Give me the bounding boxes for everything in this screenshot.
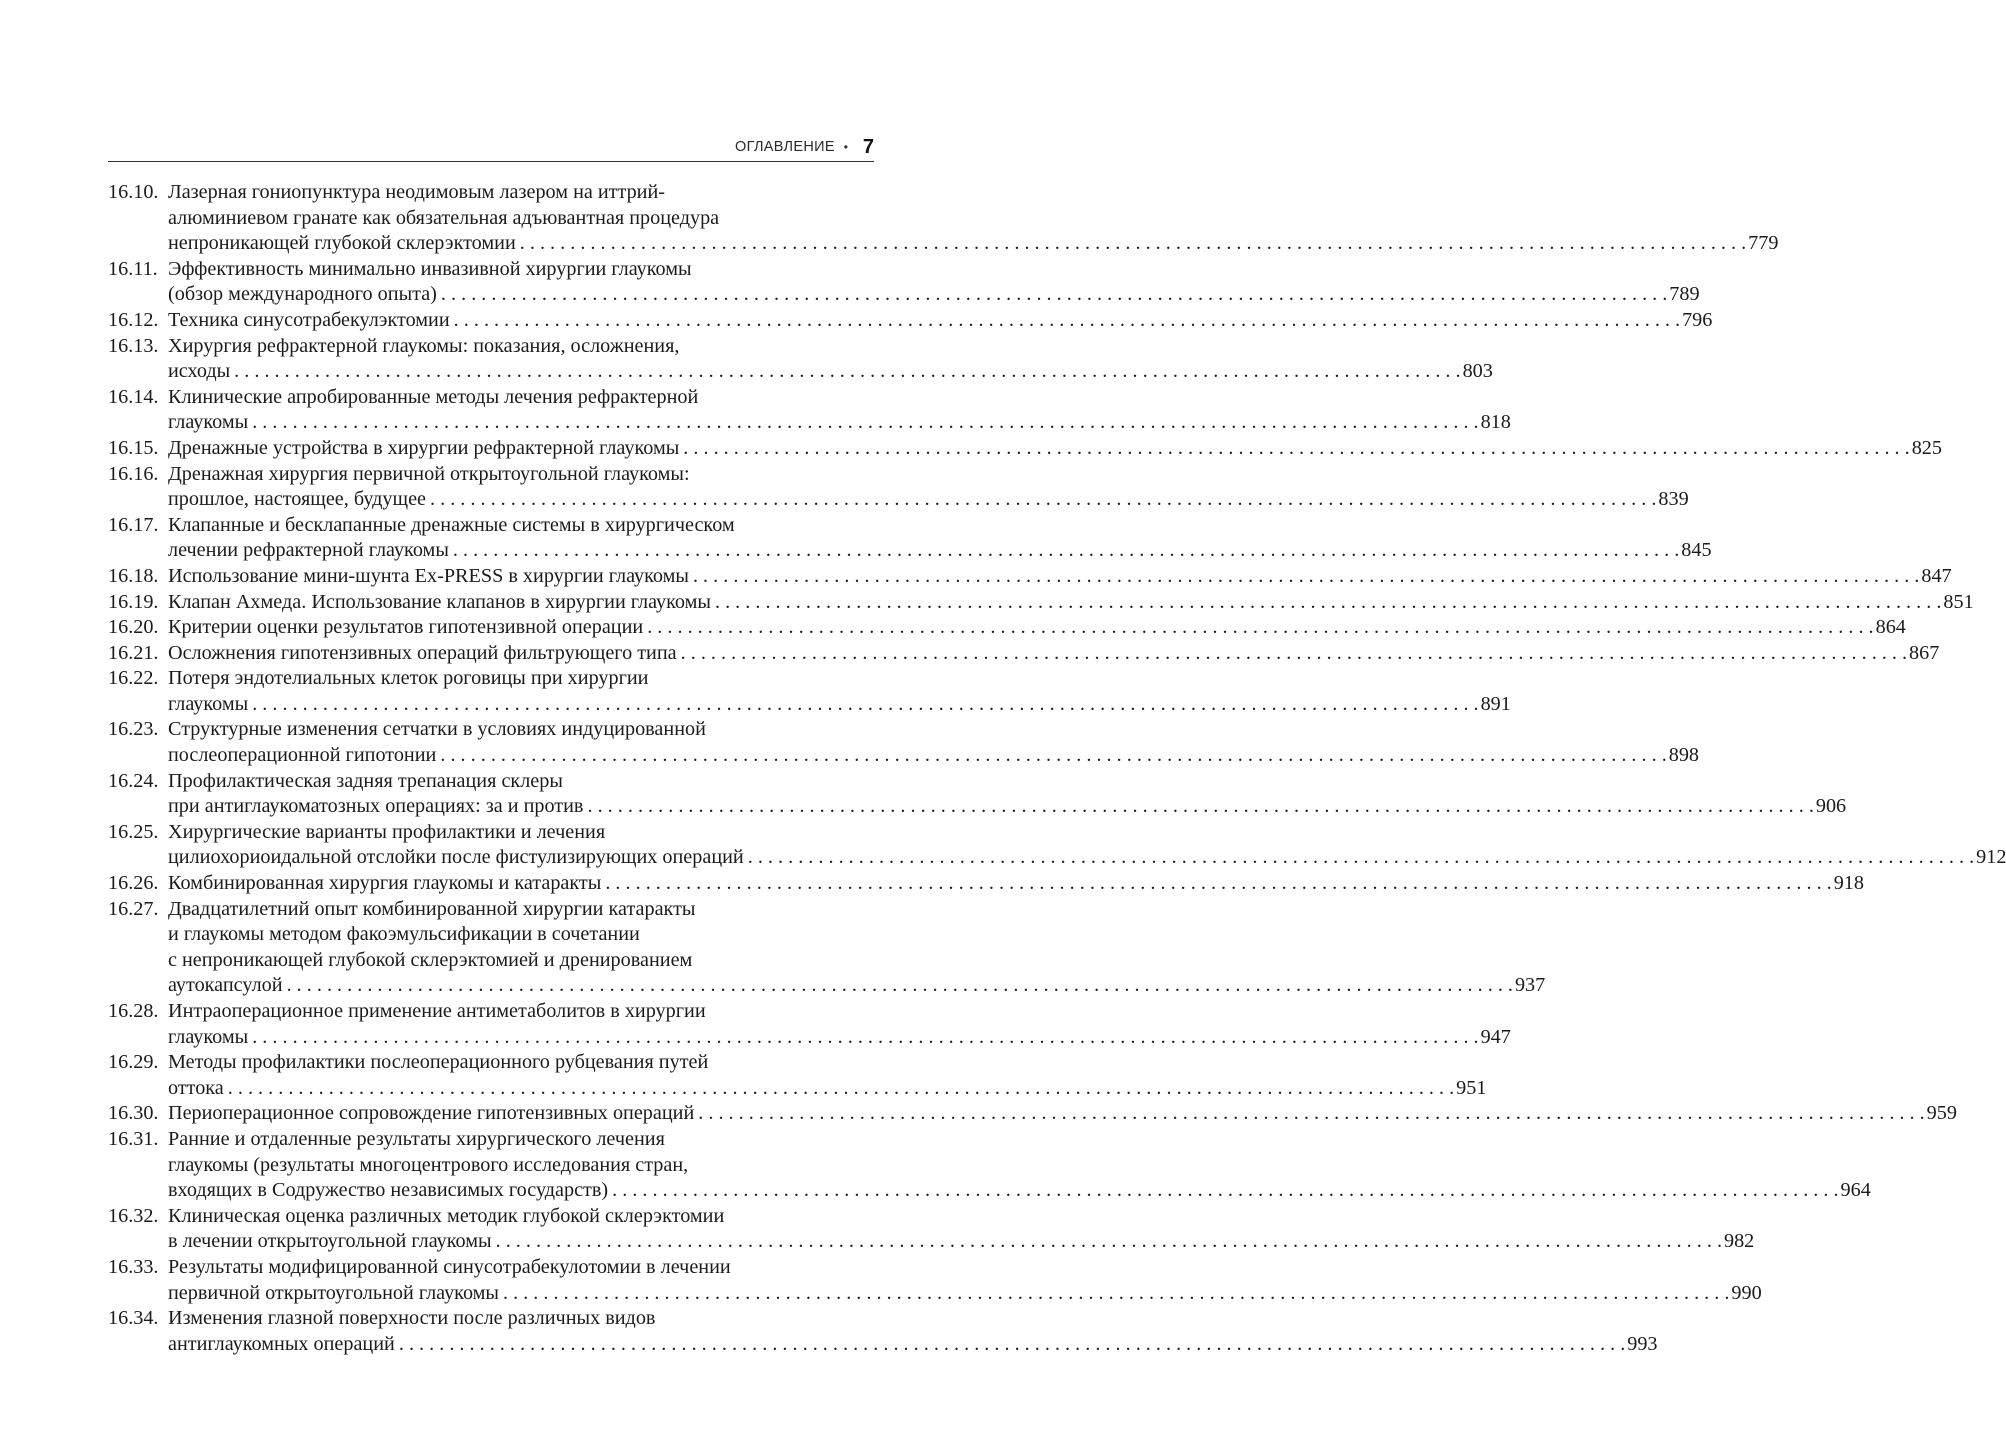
dot-leader xyxy=(689,564,1919,590)
toc-entry-number: 16.19. xyxy=(108,590,159,613)
toc-entry-line xyxy=(108,1229,1755,1255)
toc-entry-title: Потеря эндотелиальных клеток роговицы при хирургии xyxy=(168,667,649,690)
toc-entry-title: Ранние и отдаленные результаты хирургического лечения xyxy=(168,1127,665,1150)
dot-leader xyxy=(711,590,1941,616)
toc-entry-title: Лазерная гониопунктура неодимовым лазером на иттрий- xyxy=(168,181,665,203)
toc-entry-number: 16.25. xyxy=(108,820,159,843)
toc-entry-title: Дренажные устройства в хирургии рефрактерной глаукомы xyxy=(168,436,680,459)
dot-leader xyxy=(449,538,1679,564)
toc-entry-line xyxy=(108,948,868,974)
toc-entry-title: алюминиевом гранате как обязательная адъювантная процедура xyxy=(168,206,720,229)
toc-entry-title: цилиохориоидальной отслойки после фистулизирующих операций xyxy=(168,846,744,869)
toc-entry-indent xyxy=(108,1332,168,1358)
toc-entry-indent xyxy=(108,973,168,999)
toc-entry-number: 16.26. xyxy=(108,872,159,895)
toc-entry-line xyxy=(108,769,868,795)
toc-entry-indent xyxy=(108,1178,168,1204)
toc-entry-number: 16.18. xyxy=(108,564,159,587)
toc-entry-page[interactable]: 825 xyxy=(1911,436,1942,459)
dot-leader xyxy=(694,1101,1924,1127)
toc-entry-title: входящих в Содружество независимых государств) xyxy=(168,1179,609,1202)
toc-entry-number: 16.34. xyxy=(108,1307,159,1330)
toc-entry[interactable] xyxy=(108,871,1864,897)
toc-entry[interactable] xyxy=(108,820,2006,871)
toc-entry[interactable] xyxy=(108,717,1700,768)
toc-entry-line xyxy=(108,564,1952,590)
toc-entry-title: Методы профилактики послеоперационного рубцевания путей xyxy=(168,1051,709,1074)
dot-leader xyxy=(437,282,1667,308)
toc-entry-line xyxy=(108,1255,868,1281)
header-divider xyxy=(108,161,874,162)
toc-entry[interactable] xyxy=(108,180,1779,257)
toc-entry-number: 16.30. xyxy=(108,1102,159,1125)
toc-entry-indent xyxy=(108,1229,168,1255)
toc-entry-page[interactable]: 947 xyxy=(1480,1025,1511,1048)
toc-entry-number: 16.29. xyxy=(108,1051,159,1074)
dot-leader xyxy=(516,231,1746,257)
dot-leader xyxy=(677,641,1907,667)
dot-leader xyxy=(283,973,1513,999)
toc-entry-title: Клапанные и бесклапанные дренажные системы в хирургическом xyxy=(168,513,735,536)
toc-entry-line xyxy=(108,487,1689,513)
toc-entry-line xyxy=(108,385,868,411)
toc-entry-number: 16.20. xyxy=(108,616,159,639)
toc-entry[interactable] xyxy=(108,308,1713,334)
dot-leader xyxy=(248,410,1478,436)
dot-leader xyxy=(583,794,1813,820)
toc-entry-line xyxy=(108,359,1493,385)
toc-entry-title: Осложнения гипотензивных операций фильтрующего типа xyxy=(168,641,677,664)
toc-entry-title: Клинические апробированные методы лечения рефрактерной xyxy=(168,385,699,408)
toc-entry-title: Клиническая оценка различных методик глубокой склерэктомии xyxy=(168,1204,725,1227)
toc-entry[interactable] xyxy=(108,385,1511,436)
toc-entry-number: 16.10. xyxy=(108,181,159,203)
toc-entry-line xyxy=(108,1050,868,1076)
toc-entry-line xyxy=(108,820,868,846)
toc-entry[interactable] xyxy=(108,641,1940,667)
toc-entry-line xyxy=(108,231,1779,257)
dot-leader xyxy=(224,1076,1454,1102)
toc-entry-indent xyxy=(108,1076,168,1102)
toc-entry-indent xyxy=(108,410,168,436)
toc-entry-title: лечении рефрактерной глаукомы xyxy=(168,539,449,562)
toc-entry-number: 16.16. xyxy=(108,462,159,485)
toc-entry-line xyxy=(108,743,1700,769)
toc-entry-number: 16.27. xyxy=(108,897,159,920)
dot-leader xyxy=(248,692,1478,718)
dot-leader xyxy=(744,845,1974,871)
toc-entry-line xyxy=(108,717,868,743)
toc-entry-title: Хирургия рефрактерной глаукомы: показания, осложнения, xyxy=(168,334,680,357)
toc-entry-number: 16.15. xyxy=(108,436,159,459)
toc-entry-title: Интраоперационное применение антиметаболитов в хирургии xyxy=(168,1000,706,1022)
toc-entry-title: Использование мини-шунта Ex-PRESS в хирургии глаукомы xyxy=(168,564,689,587)
toc-entry-title: Дренажная хирургия первичной открытоугольной глаукомы: xyxy=(168,462,690,485)
toc-entry-page[interactable]: 993 xyxy=(1627,1332,1658,1355)
toc-entry-page[interactable]: 867 xyxy=(1909,641,1940,664)
toc-entry-line xyxy=(108,462,868,488)
toc-entry-line xyxy=(108,1127,868,1153)
toc-entry-indent xyxy=(108,1025,168,1051)
toc-entry-indent xyxy=(108,794,168,820)
toc-entry-title: (обзор международного опыта) xyxy=(168,283,437,306)
toc-entry-indent xyxy=(108,1281,168,1307)
toc-entry-indent xyxy=(108,359,168,385)
toc-entry-line xyxy=(108,436,1942,462)
toc-entry-line xyxy=(108,1204,868,1230)
toc-entry-page[interactable]: 803 xyxy=(1462,360,1493,383)
toc-entry-number: 16.21. xyxy=(108,641,159,664)
toc-entry-title: Профилактическая задняя трепанация склеры xyxy=(168,769,563,792)
toc-entry-title: аутокапсулой xyxy=(168,974,283,997)
toc-entry-line xyxy=(108,308,1713,334)
toc-entry-title: Клапан Ахмеда. Использование клапанов в хирургии глаукомы xyxy=(168,590,711,613)
toc-entry[interactable] xyxy=(108,564,1952,590)
toc-entry-line xyxy=(108,1153,868,1179)
toc-entry-title: исходы xyxy=(168,360,231,383)
toc-entry-page[interactable]: 906 xyxy=(1815,795,1847,818)
toc-entry-page[interactable]: 964 xyxy=(1840,1179,1871,1202)
toc-entry[interactable] xyxy=(108,897,1546,999)
toc-entry-title: непроникающей глубокой склерэктомии xyxy=(168,232,516,255)
toc-entry-page[interactable]: 982 xyxy=(1723,1230,1755,1253)
toc-entry[interactable] xyxy=(108,1255,1762,1306)
toc-entry-number: 16.17. xyxy=(108,513,159,536)
toc-entry-title: глаукомы xyxy=(168,1025,249,1048)
toc-entry-indent xyxy=(108,1153,168,1179)
toc-entry-line xyxy=(108,206,868,232)
toc-entry-line xyxy=(108,282,1700,308)
toc-entry-title: Результаты модифицированной синусотрабекулотомии в лечении xyxy=(168,1255,731,1278)
toc-entry-number: 16.14. xyxy=(108,385,159,408)
toc-entry-line xyxy=(108,1332,1658,1358)
toc-entry-page[interactable]: 845 xyxy=(1681,539,1712,562)
toc-entry-indent xyxy=(108,206,168,232)
dot-leader xyxy=(450,308,1680,334)
toc-entry-line xyxy=(108,1076,1487,1102)
toc-entry-line xyxy=(108,410,1511,436)
toc-entry-title: Структурные изменения сетчатки в условиях индуцированной xyxy=(168,718,706,741)
dot-leader xyxy=(230,359,1460,385)
toc-entry-title: Техника синусотрабекулэктомии xyxy=(168,308,450,331)
toc-entry[interactable] xyxy=(108,257,1700,308)
toc-entry-title: Эффективность минимально инвазивной хирургии глаукомы xyxy=(168,257,692,280)
toc-entry-line xyxy=(108,1281,1762,1307)
toc-entry-title: оттока xyxy=(168,1076,224,1099)
toc-entry-line xyxy=(108,334,868,360)
toc-entry[interactable] xyxy=(108,769,1847,820)
toc-entry[interactable] xyxy=(108,436,1942,462)
toc-entry[interactable] xyxy=(108,666,1511,717)
toc-entry-page[interactable]: 898 xyxy=(1668,744,1700,767)
toc-entry-line xyxy=(108,999,868,1025)
toc-entry-line xyxy=(108,180,868,206)
toc-entry-line xyxy=(108,257,868,283)
toc-entry-indent xyxy=(108,922,168,948)
toc-entry-page[interactable]: 959 xyxy=(1926,1102,1957,1125)
toc-entry-title: Изменения глазной поверхности после различных видов xyxy=(168,1307,656,1330)
toc-entry-title: антиглаукомных операций xyxy=(168,1332,395,1355)
toc-entry-page[interactable]: 779 xyxy=(1748,232,1779,255)
toc-entry[interactable] xyxy=(108,1204,1755,1255)
running-header xyxy=(108,136,874,158)
dot-leader xyxy=(643,615,1873,641)
toc-entry-page[interactable]: 990 xyxy=(1731,1281,1762,1304)
toc-entry-page[interactable]: 818 xyxy=(1480,411,1511,434)
toc-entry-title: глаукомы xyxy=(168,411,249,434)
toc-entry-page[interactable]: 851 xyxy=(1943,590,1974,613)
toc-entry-page[interactable]: 912 xyxy=(1976,846,2006,869)
toc-entry-indent xyxy=(108,487,168,513)
toc-entry[interactable] xyxy=(108,334,1493,385)
toc-entry-title: Комбинированная хирургия глаукомы и катаракты xyxy=(168,872,602,895)
toc-entry[interactable] xyxy=(108,1101,1957,1127)
toc-entry-number: 16.33. xyxy=(108,1255,159,1278)
toc-entry-title: глаукомы xyxy=(168,692,249,715)
toc-entry-page[interactable]: 891 xyxy=(1480,692,1511,715)
toc-entry-indent xyxy=(108,538,168,564)
toc-entry[interactable] xyxy=(108,590,1974,616)
toc-entry[interactable] xyxy=(108,513,1712,564)
dot-leader xyxy=(499,1281,1729,1307)
toc-entry-indent xyxy=(108,845,168,871)
toc-entry[interactable] xyxy=(108,462,1689,513)
toc-entry-page[interactable]: 864 xyxy=(1875,616,1906,639)
toc-entry-title: Хирургические варианты профилактики и лечения xyxy=(168,820,606,843)
toc-entry-line xyxy=(108,590,1974,616)
toc-entry-line xyxy=(108,1101,1957,1127)
toc-entry-title: послеоперационной гипотонии xyxy=(168,744,437,767)
toc-entry-page[interactable]: 937 xyxy=(1514,974,1546,997)
toc-entry-title: глаукомы (результаты многоцентрового исследования стран, xyxy=(168,1153,689,1176)
toc-entry[interactable] xyxy=(108,1050,1487,1101)
dot-leader xyxy=(248,1025,1478,1051)
toc-entry-line xyxy=(108,641,1940,667)
toc-entry-number: 16.13. xyxy=(108,334,159,357)
toc-entry[interactable] xyxy=(108,615,1906,641)
toc-entry-title: в лечении открытоугольной глаукомы xyxy=(168,1230,492,1253)
toc-entry-number: 16.12. xyxy=(108,308,159,331)
toc-entry-page[interactable]: 918 xyxy=(1833,872,1864,895)
dot-leader xyxy=(492,1229,1722,1255)
dot-leader xyxy=(436,743,1666,769)
toc-entry-line xyxy=(108,1306,868,1332)
toc-entry-page[interactable]: 789 xyxy=(1669,283,1700,306)
toc-entry[interactable] xyxy=(108,1306,1658,1357)
toc-entry-line xyxy=(108,897,868,923)
dot-leader xyxy=(601,871,1831,897)
toc-entry-page[interactable]: 951 xyxy=(1456,1076,1487,1099)
toc-entry-line xyxy=(108,666,868,692)
toc-entry-line xyxy=(108,871,1864,897)
running-header-title: ОГЛАВЛЕНИЕ xyxy=(735,139,835,155)
toc-entry-line xyxy=(108,538,1712,564)
toc-entry-line xyxy=(108,1178,1871,1204)
toc-entry-number: 16.23. xyxy=(108,718,159,741)
toc-entry-indent xyxy=(108,948,168,974)
dot-leader xyxy=(608,1178,1838,1204)
toc-entry-indent xyxy=(108,282,168,308)
toc-entry-indent xyxy=(108,231,168,257)
toc-entry-indent xyxy=(108,692,168,718)
toc-entry-number: 16.32. xyxy=(108,1204,159,1227)
toc-entry-number: 16.31. xyxy=(108,1127,159,1150)
toc-entry-indent xyxy=(108,743,168,769)
toc-entry-title: Двадцатилетний опыт комбинированной хирургии катаракты xyxy=(168,897,696,920)
toc-entry-page[interactable]: 839 xyxy=(1658,488,1689,511)
toc-entry-line xyxy=(108,1025,1511,1051)
dot-leader xyxy=(395,1332,1625,1358)
toc-entry-title: прошлое, настоящее, будущее xyxy=(168,488,426,511)
page-number: 7 xyxy=(862,135,874,158)
toc-entry-line xyxy=(108,845,2006,871)
toc-entry-line xyxy=(108,615,1906,641)
toc-entry-number: 16.24. xyxy=(108,769,159,792)
dot-leader xyxy=(426,487,1656,513)
toc-entry-number: 16.28. xyxy=(108,1000,159,1022)
toc-entry-title: и глаукомы методом факоэмульсификации в сочетании xyxy=(168,923,640,946)
toc-entry-number: 16.11. xyxy=(108,257,158,280)
toc-entry-title: с непроникающей глубокой склерэктомией и дренированием xyxy=(168,948,693,971)
toc-entry[interactable] xyxy=(108,999,1511,1050)
toc-entry-line xyxy=(108,973,1546,999)
toc-entry-title: первичной открытоугольной глаукомы xyxy=(168,1281,500,1304)
bullet-icon: • xyxy=(843,140,848,154)
toc-entry-line xyxy=(108,692,1511,718)
toc-entry[interactable] xyxy=(108,1127,1871,1204)
toc-entry-title: при антиглаукоматозных операциях: за и против xyxy=(168,795,584,818)
toc-entry-line xyxy=(108,794,1847,820)
toc-entry-page[interactable]: 847 xyxy=(1921,564,1952,587)
toc-entry-line xyxy=(108,922,868,948)
toc-entry-line xyxy=(108,513,868,539)
toc-entry-title: Критерии оценки результатов гипотензивной операции xyxy=(168,616,644,639)
dot-leader xyxy=(679,436,1909,462)
toc-entry-number: 16.22. xyxy=(108,667,159,690)
toc-entry-page[interactable]: 796 xyxy=(1682,308,1713,331)
toc-entry-title: Периоперационное сопровождение гипотензивных операций xyxy=(168,1102,695,1125)
table-of-contents xyxy=(108,180,2006,1357)
